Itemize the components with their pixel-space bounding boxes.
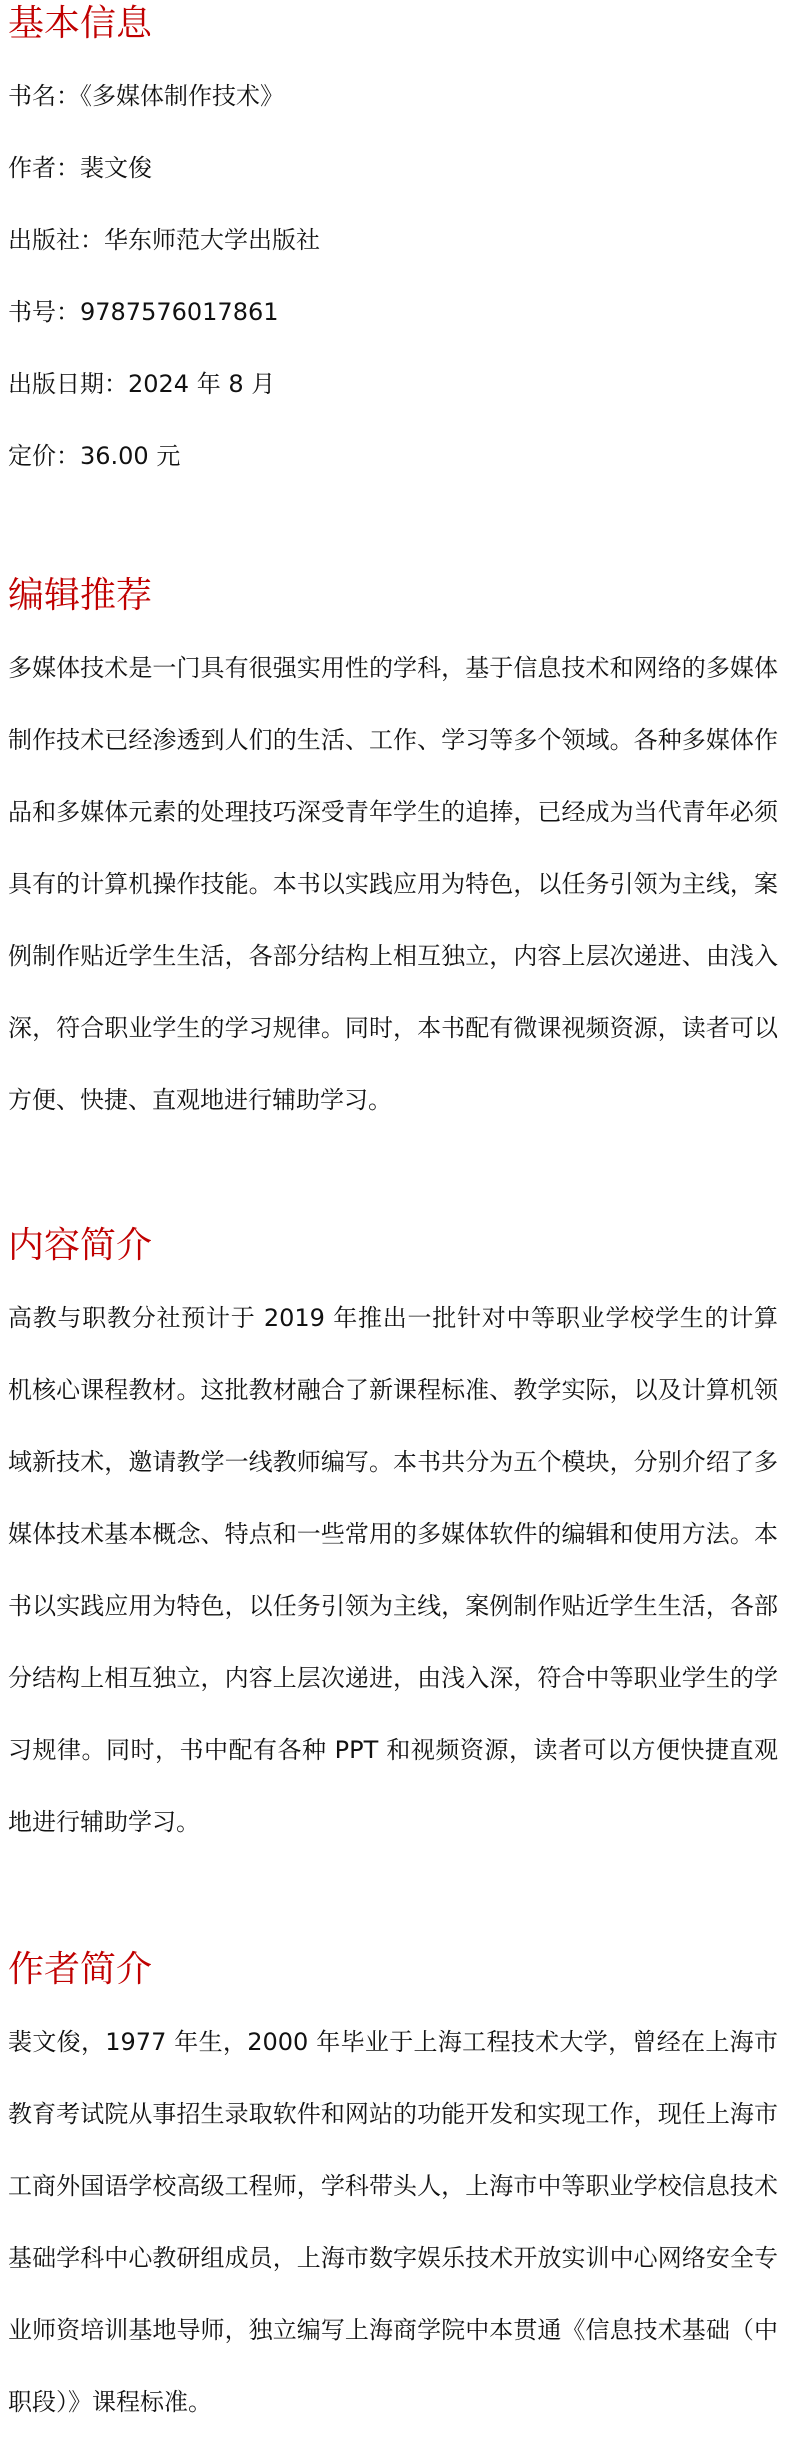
editor-recommendation-heading: 编辑推荐	[8, 575, 153, 616]
author-intro-heading: 作者简介	[8, 1949, 153, 1990]
info-isbn: 书号：9787576017861	[8, 298, 279, 326]
info-author: 作者：裴文俊	[8, 154, 152, 182]
editor-recommendation-section	[8, 572, 778, 1136]
basic-info-section	[8, 0, 778, 492]
basic-info-heading: 基本信息	[8, 3, 153, 44]
content-intro-heading: 内容简介	[8, 1225, 153, 1266]
author-intro-text: 裴文俊，1977 年生，2000 年毕业于上海工程技术大学，曾经在上海市教育考试院从事招生录取软件和网站的功能开发和实现工作，现任上海市工商外国语学校高级工程师，学科带头人，上海市中等职业学校信息技术基础学科中心教研组成员，上海市数字娱乐技术开放实训中心网络安全专业师资培训基地导师，独立编写上海商学院中本贯通《信息技术基础（中职段）》课程标准。	[8, 2028, 778, 2416]
info-price: 定价：36.00 元	[8, 442, 181, 470]
info-book-title: 书名：《多媒体制作技术》	[8, 82, 284, 110]
info-publisher: 出版社：华东师范大学出版社	[8, 226, 320, 254]
basic-info-list	[8, 60, 778, 492]
content-intro-section	[8, 1222, 778, 1858]
info-publish-date: 出版日期：2024 年 8 月	[8, 370, 276, 398]
content-intro-text: 高教与职教分社预计于 2019 年推出一批针对中等职业学校学生的计算机核心课程教材。这批教材融合了新课程标准、教学实际，以及计算机领域新技术，邀请教学一线教师编写。本书共分为五个模块，分别介绍了多媒体技术基本概念、特点和一些常用的多媒体软件的编辑和使用方法。本书以实践应用为特色，以任务引领为主线，案例制作贴近学生生活，各部分结构上相互独立，内容上层次递进，由浅入深，符合中等职业学生的学习规律。同时，书中配有各种 PPT 和视频资源，读者可以方便快捷直观地进行辅助学习。	[8, 1304, 778, 1836]
author-intro-section	[8, 1946, 778, 2438]
editor-recommendation-text: 多媒体技术是一门具有很强实用性的学科，基于信息技术和网络的多媒体制作技术已经渗透到人们的生活、工作、学习等多个领域。各种多媒体作品和多媒体元素的处理技巧深受青年学生的追捧，已经成为当代青年必须具有的计算机操作技能。本书以实践应用为特色，以任务引领为主线，案例制作贴近学生生活，各部分结构上相互独立，内容上层次递进、由浅入深，符合职业学生的学习规律。同时，本书配有微课视频资源，读者可以方便、快捷、直观地进行辅助学习。	[8, 654, 778, 1114]
